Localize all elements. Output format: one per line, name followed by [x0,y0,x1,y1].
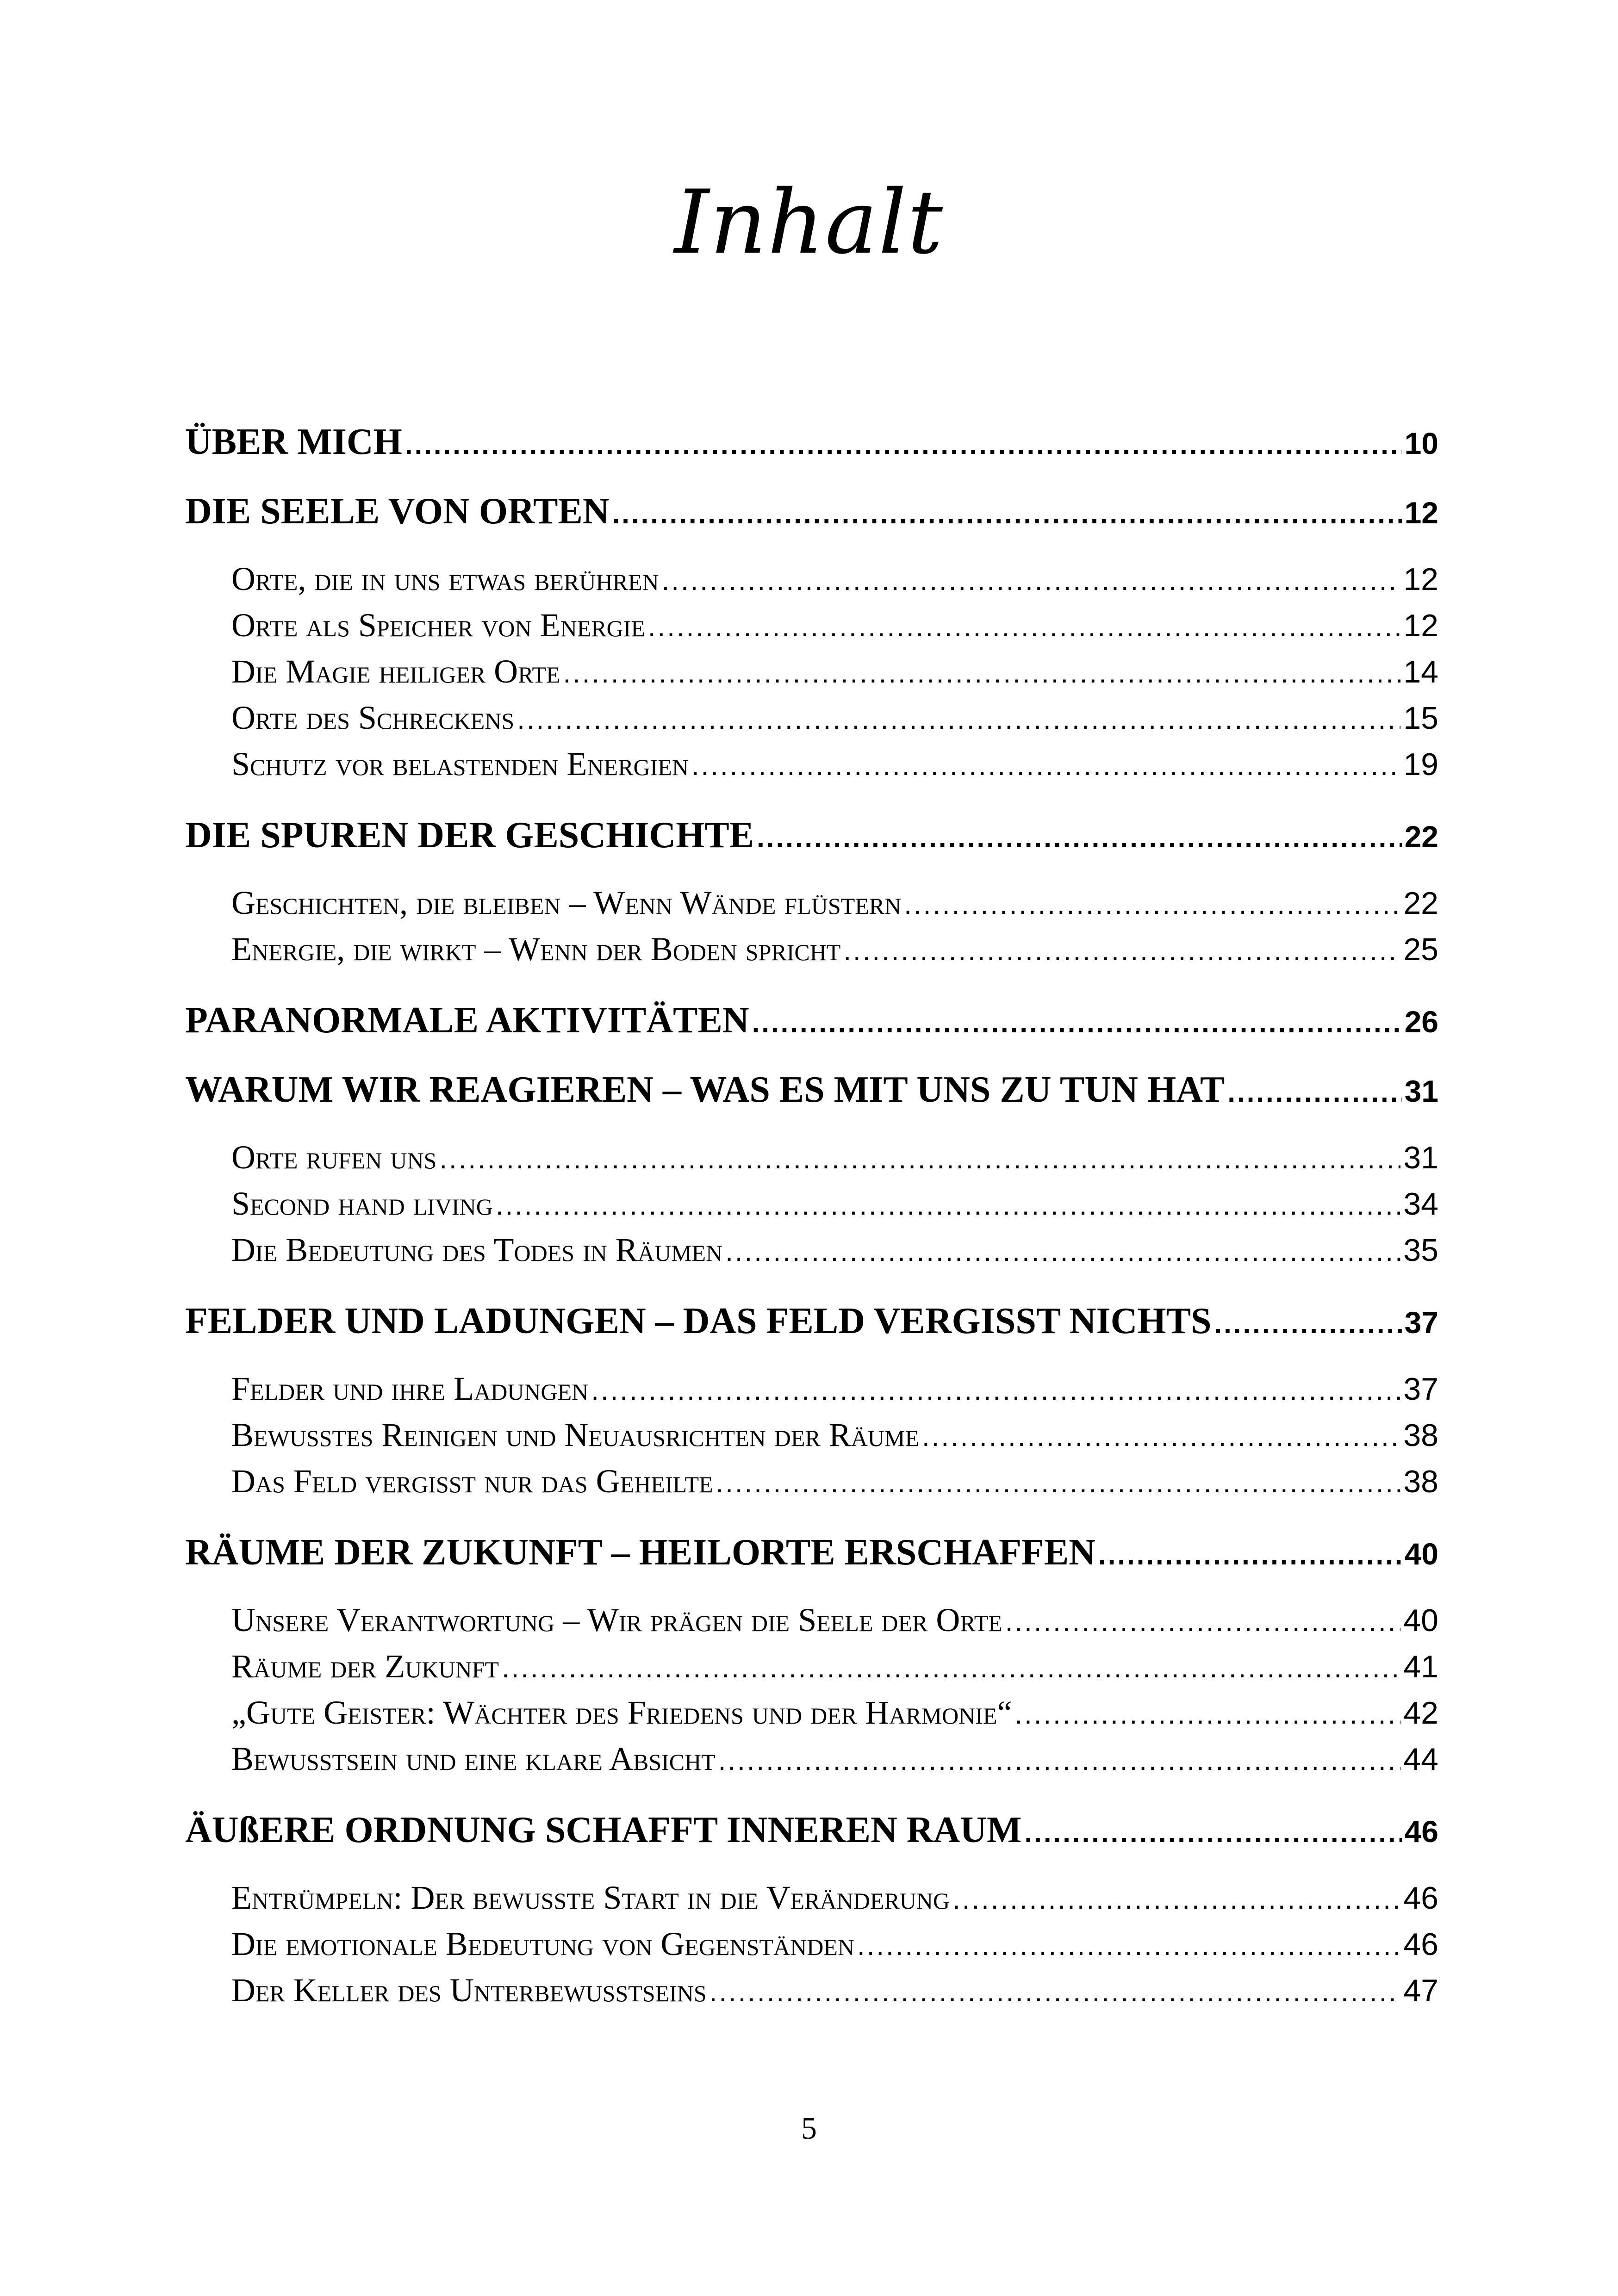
entry-title: Der Keller des Unterbewusstseins [231,1972,707,2009]
dot-leader [718,1744,1401,1776]
entry-page-number: 40 [1403,1603,1438,1638]
entry-page-number: 34 [1403,1186,1438,1222]
entry-title: Orte des Schreckens [231,699,515,736]
dot-leader [952,1883,1400,1915]
toc-section-entry[interactable] [231,1925,1438,1963]
entry-title: Schutz vor belastenden Energien [231,745,689,782]
toc-chapter-entry[interactable] [185,1069,1438,1111]
toc-chapter-entry[interactable] [185,1300,1438,1342]
dot-leader [757,822,1401,854]
entry-page-number: 14 [1403,654,1438,689]
entry-title: Räume der Zukunft [231,1648,499,1685]
dot-leader [496,1189,1400,1221]
entry-page-number: 26 [1404,1005,1438,1039]
entry-title: Die Bedeutung des Todes in Räumen [231,1231,723,1268]
entry-page-number: 38 [1403,1418,1438,1453]
entry-title: PARANORMALE AKTIVITÄTEN [185,1000,749,1041]
entry-page-number: 15 [1403,701,1438,736]
entry-title: Geschichten, die bleiben – Wenn Wände flüstern [231,884,902,921]
dot-leader [648,611,1400,643]
entry-page-number: 10 [1404,426,1438,460]
entry-page-number: 31 [1404,1074,1438,1108]
dot-leader [752,1007,1402,1039]
entry-page-number: 42 [1403,1695,1438,1731]
dot-leader [1098,1539,1402,1571]
toc-section-entry[interactable] [231,1694,1438,1732]
dot-leader [1025,1817,1402,1849]
toc-section-entry[interactable] [231,1416,1438,1454]
dot-leader [502,1652,1400,1684]
toc-section-entry[interactable] [231,1647,1438,1686]
entry-title: „Gute Geister: Wächter des Friedens und der Harmonie“ [231,1694,1012,1731]
entry-page-number: 47 [1403,1973,1438,2008]
dot-leader [843,935,1400,967]
toc-chapter-entry[interactable] [185,999,1438,1042]
entry-page-number: 12 [1403,562,1438,597]
dot-leader [857,1930,1400,1961]
dot-leader [1005,1606,1401,1638]
dot-leader [612,498,1402,530]
dot-leader [439,1143,1400,1175]
toc-section-entry[interactable] [231,884,1438,922]
entry-page-number: 37 [1403,1371,1438,1407]
dot-leader [662,565,1401,596]
toc-title: Inhalt [674,171,944,273]
entry-page-number: 41 [1403,1649,1438,1684]
toc-section-entry[interactable] [231,1601,1438,1639]
entry-page-number: 12 [1404,496,1438,530]
toc-chapter-entry[interactable] [185,490,1438,533]
entry-page-number: 22 [1404,819,1438,854]
toc-section-entry[interactable] [231,1879,1438,1917]
dot-leader [904,888,1400,920]
toc-section-entry[interactable] [231,1370,1438,1408]
toc-section-entry[interactable] [231,1971,1438,2010]
dot-leader [691,750,1400,782]
entry-page-number: 44 [1403,1742,1438,1777]
toc-chapter-entry[interactable] [185,1809,1438,1851]
toc-chapter-entry[interactable] [185,1532,1438,1574]
page-number: 5 [801,2110,817,2146]
dot-leader [517,703,1400,735]
toc-section-entry[interactable] [231,930,1438,968]
entry-title: DIE SPUREN DER GESCHICHTE [185,815,754,856]
entry-title: Das Feld vergisst nur das Geheilte [231,1463,713,1500]
toc-section-entry[interactable] [231,1185,1438,1223]
entry-page-number: 19 [1403,747,1438,782]
entry-title: Unsere Verantwortung – Wir prägen die Seele der Orte [231,1601,1002,1638]
toc-section-entry[interactable] [231,1740,1438,1778]
dot-leader [591,1374,1400,1406]
toc-section-entry[interactable] [231,606,1438,645]
dot-leader [1014,1698,1400,1730]
dot-leader [922,1421,1400,1452]
entry-title: Bewusstes Reinigen und Neuausrichten der Räume [231,1416,919,1453]
entry-title: Orte als Speicher von Energie [231,607,645,644]
entry-page-number: 38 [1403,1464,1438,1499]
entry-title: WARUM WIR REAGIEREN – WAS ES MIT UNS ZU TUN HAT [185,1069,1225,1110]
entry-page-number: 46 [1403,1880,1438,1916]
entry-title: ÄUßERE ORDNUNG SCHAFFT INNEREN RAUM [185,1810,1022,1850]
entry-page-number: 46 [1403,1927,1438,1962]
dot-leader [563,657,1401,689]
toc-section-entry[interactable] [231,1231,1438,1269]
entry-page-number: 22 [1403,886,1438,921]
entry-title: Felder und ihre Ladungen [231,1370,589,1407]
toc-section-entry[interactable] [231,745,1438,783]
entry-title: Bewusstsein und eine klare Absicht [231,1740,716,1777]
entry-page-number: 40 [1404,1537,1438,1571]
entry-title: FELDER UND LADUNGEN – DAS FELD VERGISST NICHTS [185,1301,1212,1341]
entry-title: Orte rufen uns [231,1139,437,1176]
toc-chapter-entry[interactable] [185,814,1438,856]
entry-title: Second hand living [231,1185,493,1222]
entry-title: Die Magie heiliger Orte [231,653,560,690]
dot-leader [716,1467,1401,1499]
entry-title: Orte, die in uns etwas berühren [231,560,659,597]
dot-leader [405,428,1402,460]
entry-page-number: 35 [1403,1233,1438,1268]
entry-title: Entrümpeln: Der bewusste Start in die Veränderung [231,1879,950,1916]
toc-section-entry[interactable] [231,1462,1438,1501]
entry-title: Die emotionale Bedeutung von Gegenständen [231,1925,855,1962]
entry-title: DIE SEELE VON ORTEN [185,491,610,532]
entry-page-number: 46 [1404,1814,1438,1849]
entry-title: Energie, die wirkt – Wenn der Boden spricht [231,931,841,968]
toc-section-entry[interactable] [231,1138,1438,1177]
entry-page-number: 25 [1403,932,1438,967]
toc-section-entry[interactable] [231,652,1438,691]
entry-page-number: 37 [1404,1305,1438,1340]
dot-leader [1227,1076,1401,1108]
entry-page-number: 12 [1403,608,1438,643]
dot-leader [1214,1308,1402,1340]
toc-chapter-entry[interactable] [185,421,1438,463]
entry-title: ÜBER MICH [185,422,402,462]
dot-leader [709,1976,1401,2008]
toc-section-entry[interactable] [231,560,1438,598]
toc-section-entry[interactable] [231,699,1438,737]
entry-title: RÄUME DER ZUKUNFT – HEILORTE ERSCHAFFEN [185,1532,1096,1573]
dot-leader [725,1235,1400,1267]
entry-page-number: 31 [1403,1140,1438,1175]
